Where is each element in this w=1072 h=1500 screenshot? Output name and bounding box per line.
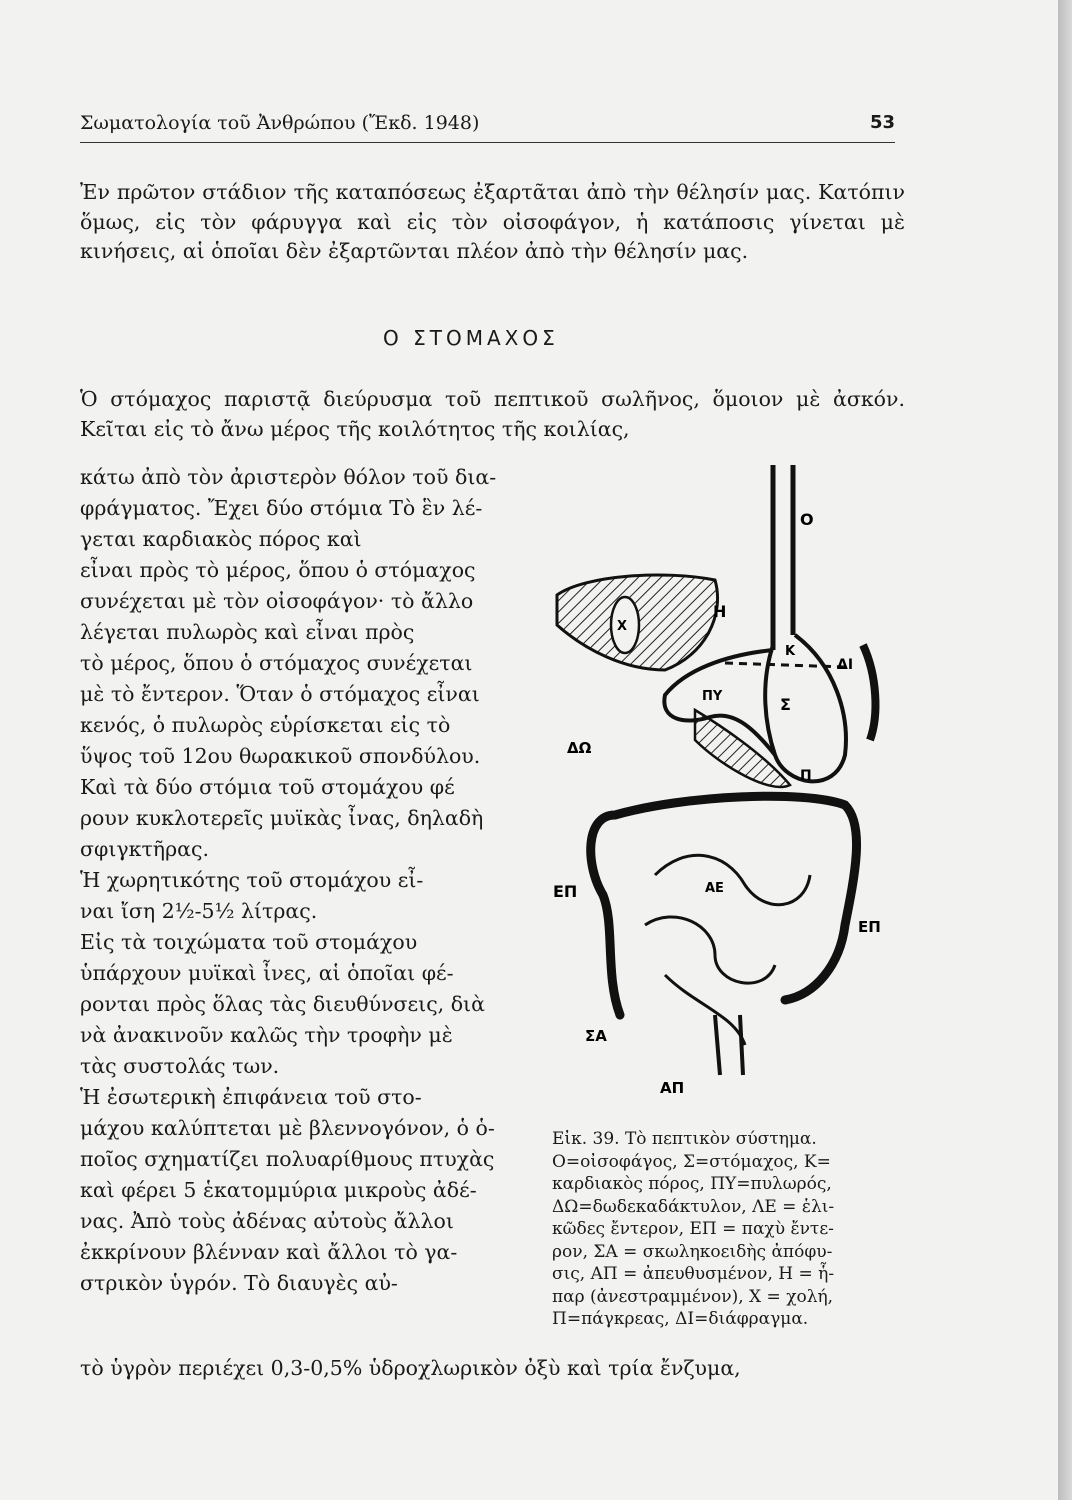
running-header — [80, 108, 895, 143]
digestive-system-drawing — [545, 455, 915, 1115]
text-line: ναι ἴση 2½-5½ λίτρας. — [80, 899, 318, 923]
label-ap: ΑΠ — [660, 1079, 685, 1097]
text-line: καὶ φέρει 5 ἑκατομμύρια μικροὺς ἀδέ- — [80, 1178, 477, 1202]
text-line: Ἡ χωρητικότης τοῦ στομάχου εἶ- — [80, 868, 424, 892]
digestive-system-figure — [545, 455, 915, 1115]
paragraph-swallowing: Ἐν πρῶτον στάδιον τῆς καταπόσεως ἐξαρτᾶται ἀπὸ τὴν θέλησίν μας. Κατόπιν ὅμως, εἰς τὸν φάρυγγα καὶ εἰς τὸν οἰσοφάγον, ἡ κατάποσις γίνεται μὲ κινήσεις, αἱ ὁποῖαι δὲν ἐξαρτῶνται πλέον ἀπὸ τὴν θέλησίν μας. — [80, 180, 905, 263]
section-heading: Ο ΣΤΟΜΑΧΟΣ — [383, 326, 559, 350]
text-line: ρονται πρὸς ὅλας τὰς διευθύνσεις, διὰ — [80, 992, 485, 1016]
figure-caption — [552, 1128, 897, 1331]
last-line: τὸ ὑγρὸν περιέχει 0,3-0,5% ὑδροχλωρικὸν ὀξὺ καὶ τρία ἔνζυμα, — [80, 1356, 741, 1380]
label-x: Χ — [617, 619, 628, 634]
caption-line: κῶδες ἔντερον, ΕΠ = παχὺ ἔντε- — [552, 1219, 834, 1239]
text-line: κενός, ὁ πυλωρὸς εὑρίσκεται εἰς τὸ — [80, 713, 451, 737]
label-ep-right: ΕΠ — [858, 918, 881, 936]
text-line: Εἰς τὰ τοιχώματα τοῦ στομάχου — [80, 930, 418, 954]
caption-line: ΔΩ=δωδεκαδάκτυλον, ΛΕ = ἑλι- — [552, 1196, 835, 1217]
paragraph-stomach-intro: Ὁ στόμαχος παριστᾷ διεύρυσμα τοῦ πεπτικοῦ σωλῆνος, ὅμοιον μὲ ἀσκόν. Κεῖται εἰς τὸ ἄνω μέρος τῆς κοιλότητος τῆς κοιλίας, — [80, 387, 905, 441]
caption-line: καρδιακὸς πόρος, ΠΥ=πυλωρός, — [552, 1174, 832, 1194]
caption-line: παρ (ἀνεστραμμένον), Χ = χολή, — [552, 1286, 834, 1307]
column-text — [80, 462, 560, 1299]
page-edge — [1058, 0, 1072, 1500]
text-line: φράγματος. Ἔχει δύο στόμια Τὸ ἓν λέ- — [80, 496, 483, 520]
text-line: γεται καρδιακὸς πόρος καὶ — [80, 527, 362, 551]
text-line: νας. Ἀπὸ τοὺς ἀδένας αὐτοὺς ἄλλοι — [80, 1209, 454, 1233]
header-title: Σωματολογία τοῦ Ἀνθρώπου (Ἔκδ. 1948) — [80, 112, 480, 134]
label-p: Π — [800, 768, 812, 784]
caption-line: Εἰκ. 39. Τὸ πεπτικὸν σύστημα. — [552, 1129, 817, 1149]
text-line: ρουν κυκλοτερεῖς μυϊκὰς ἶνας, δηλαδὴ — [80, 806, 484, 830]
label-ep-left: ΕΠ — [553, 882, 578, 901]
label-dw: ΔΩ — [567, 739, 592, 757]
text-line: κάτω ἀπὸ τὸν ἀριστερὸν θόλον τοῦ δια- — [80, 465, 497, 489]
text-line: συνέχεται μὲ τὸν οἰσοφάγον· τὸ ἄλλο — [80, 589, 474, 613]
text-line: ποῖος σχηματίζει πολυαρίθμους πτυχὰς — [80, 1147, 495, 1171]
text-line: τὰς συστολάς των. — [80, 1054, 280, 1078]
caption-line: Π=πάγκρεας, ΔΙ=διάφραγμα. — [552, 1309, 809, 1329]
text-line: Καὶ τὰ δύο στόμια τοῦ στομάχου φέ — [80, 775, 455, 799]
label-py: ΠΥ — [702, 689, 723, 704]
caption-line: σις, ΑΠ = ἀπευθυσμένον, Η = ἧ- — [552, 1264, 835, 1284]
text-line: ἐκκρίνουν βλένναν καὶ ἄλλοι τὸ γα- — [80, 1240, 458, 1264]
caption-line: ρον, ΣΑ = σκωληκοειδὴς ἀπόφυ- — [552, 1241, 833, 1262]
label-ae: ΑΕ — [705, 881, 724, 896]
text-line: Ἡ ἐσωτερικὴ ἐπιφάνεια τοῦ στο- — [80, 1085, 422, 1109]
text-line: μὲ τὸ ἔντερον. Ὅταν ὁ στόμαχος εἶναι — [80, 682, 480, 706]
label-di: ΔΙ — [837, 657, 854, 673]
label-h: Η — [713, 602, 727, 621]
label-s: Σ — [780, 695, 791, 714]
label-sa: ΣΑ — [585, 1027, 607, 1045]
label-k: Κ — [785, 644, 796, 659]
text-line: τὸ μέρος, ὅπου ὁ στόμαχος συνέχεται — [80, 651, 473, 675]
text-line: σφιγκτῆρας. — [80, 837, 209, 861]
text-line: εἶναι πρὸς τὸ μέρος, ὅπου ὁ στόμαχος — [80, 558, 476, 582]
text-line: λέγεται πυλωρὸς καὶ εἶναι πρὸς — [80, 620, 415, 644]
text-line: ὕψος τοῦ 12ου θωρακικοῦ σπονδύλου. — [80, 744, 481, 768]
label-o: Ο — [800, 510, 814, 529]
text-line: νὰ ἀνακινοῦν καλῶς τὴν τροφὴν μὲ — [80, 1023, 453, 1047]
text-line: στρικὸν ὑγρόν. Τὸ διαυγὲς αὐ- — [80, 1271, 398, 1295]
page-number: 53 — [869, 112, 895, 133]
caption-line: Ο=οἰσοφάγος, Σ=στόμαχος, Κ= — [552, 1151, 831, 1172]
text-line: μάχου καλύπτεται μὲ βλεννογόνον, ὁ ὁ- — [80, 1116, 495, 1140]
text-line: ὑπάρχουν μυϊκαὶ ἶνες, αἱ ὁποῖαι φέ- — [80, 961, 454, 985]
